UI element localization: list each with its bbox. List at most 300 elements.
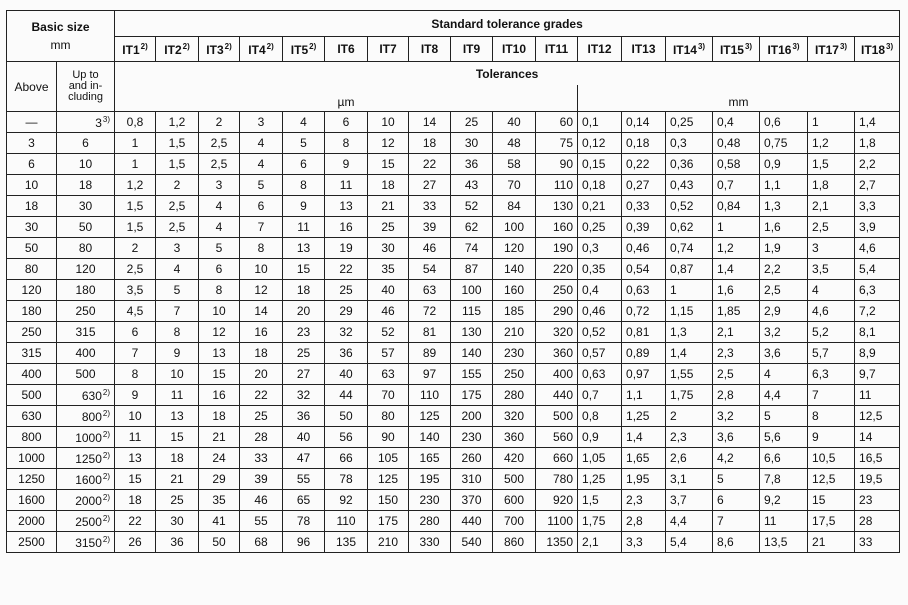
tolerance-cell: 36 [283,406,325,427]
tolerance-cell: 40 [493,112,536,133]
tolerance-cell: 5,4 [666,532,713,553]
tolerance-cell: 1,1 [760,175,808,196]
tolerance-cell: 0,22 [622,154,666,175]
tolerance-cell: 330 [409,532,451,553]
tolerance-cell: 30 [451,133,493,154]
tolerance-cell: 25 [283,343,325,364]
tolerance-cell: 1,4 [622,427,666,448]
grade-header-it7 [368,37,409,62]
tolerance-cell: 110 [536,175,578,196]
tolerance-cell: 15 [156,427,199,448]
upto-value: 630 [81,388,102,403]
tolerance-cell: 250 [536,280,578,301]
tolerance-cell: 195 [409,469,451,490]
grade-footnote: 2) [140,41,148,51]
tolerance-cell: 9 [325,154,368,175]
tolerance-cell: 190 [536,238,578,259]
tolerance-cell: 23 [855,490,900,511]
tolerance-cell: 50 [199,532,240,553]
tolerance-cell: 10 [368,112,409,133]
upto-cell [57,301,115,322]
upto-value: 6 [82,136,89,150]
tolerance-cell: 8,6 [713,532,760,553]
tolerance-cell: 0,63 [578,364,622,385]
tolerance-cell: 40 [368,280,409,301]
tolerance-cell: 92 [325,490,368,511]
tolerance-cell: 15 [115,469,156,490]
tolerance-cell: 10 [199,301,240,322]
tolerance-cell: 12,5 [855,406,900,427]
tolerance-cell: 27 [283,364,325,385]
tolerance-cell: 7 [713,511,760,532]
tolerance-cell: 21 [368,196,409,217]
tolerance-cell: 3,6 [713,427,760,448]
unit-millimetre: mm [578,85,900,112]
tolerance-cell: 8 [199,280,240,301]
tolerance-cell: 0,43 [666,175,713,196]
tolerance-cell: 43 [451,175,493,196]
tolerance-cell: 10 [240,259,283,280]
tolerance-cell: 15 [368,154,409,175]
tolerance-cell: 0,46 [622,238,666,259]
tolerance-cell: 26 [115,532,156,553]
tolerance-cell: 15 [808,490,855,511]
grade-header-it9 [451,37,493,62]
tolerance-cell: 20 [240,364,283,385]
tolerance-cell: 54 [409,259,451,280]
tolerance-cell: 18 [368,175,409,196]
tolerance-cell: 1,9 [760,238,808,259]
upto-cell [57,154,115,175]
tolerance-cell: 2,5 [199,133,240,154]
grade-label: IT6 [337,42,355,56]
tolerance-cell: 70 [493,175,536,196]
tolerance-cell: 1,4 [855,112,900,133]
tolerance-cell: 0,48 [713,133,760,154]
tolerance-cell: 1 [713,217,760,238]
grade-header-it6 [325,37,368,62]
grade-header-it8 [409,37,451,62]
grade-header-row [7,37,900,62]
tolerance-cell: 48 [493,133,536,154]
tolerance-cell: 0,25 [666,112,713,133]
grade-label: IT5 [290,42,309,57]
tolerance-cell: 78 [283,511,325,532]
grade-label: IT1 [122,42,140,57]
grade-header-it12 [578,37,622,62]
grade-label: IT12 [587,42,612,56]
basic-size-unit: mm [50,38,71,52]
tolerance-cell: 14 [855,427,900,448]
tolerance-cell: 105 [368,448,409,469]
tolerance-cell: 0,27 [622,175,666,196]
table-row [7,217,900,238]
tolerance-cell: 175 [368,511,409,532]
tolerance-cell: 3,3 [622,532,666,553]
upto-value: 120 [75,262,96,276]
tolerance-cell: 11 [325,175,368,196]
upto-value: 1600 [75,472,102,487]
tolerance-cell: 10 [115,406,156,427]
upto-value: 800 [81,409,102,424]
tolerance-cell: 155 [451,364,493,385]
tolerance-cell: 17,5 [808,511,855,532]
tolerance-cell: 560 [536,427,578,448]
tolerance-cell: 9 [115,385,156,406]
tolerance-cell: 0,36 [666,154,713,175]
tolerance-cell: 35 [199,490,240,511]
tolerance-cell: 0,8 [115,112,156,133]
grade-label: IT8 [420,42,439,56]
table-row [7,175,900,196]
tolerance-cell: 0,62 [666,217,713,238]
grade-label: IT16 [767,42,792,57]
tolerance-cell: 20 [283,301,325,322]
grade-label: IT7 [379,42,397,56]
upto-value: 500 [75,367,96,381]
upto-line-3: cluding [68,91,103,103]
above-cell: 80 [7,259,57,280]
tolerance-cell: 2,5 [713,364,760,385]
tolerance-cell: 16 [199,385,240,406]
tolerance-cell: 0,63 [622,280,666,301]
table-row [7,532,900,553]
tolerance-cell: 55 [283,469,325,490]
grade-label: IT18 [860,42,885,57]
tolerance-cell: 5,6 [760,427,808,448]
tolerance-cell: 185 [493,301,536,322]
tolerance-cell: 6,3 [855,280,900,301]
grade-header-it10 [493,37,536,62]
tolerance-cell: 4 [283,112,325,133]
table-row [7,133,900,154]
tolerance-cell: 860 [493,532,536,553]
tolerance-cell: 5 [283,133,325,154]
upto-line-2: and in- [68,80,103,92]
tolerance-cell: 2 [115,238,156,259]
tolerance-cell: 1,3 [666,322,713,343]
tolerance-cell: 2,5 [808,217,855,238]
tolerance-cell: 2,3 [666,427,713,448]
tolerance-cell: 0,57 [578,343,622,364]
grade-header-it11 [536,37,578,62]
tolerance-cell: 0,54 [622,259,666,280]
tolerance-cell: 19,5 [855,469,900,490]
tolerance-cell: 15 [199,364,240,385]
tolerance-cell: 1,2 [115,175,156,196]
upto-value: 3150 [75,535,102,550]
tolerance-cell: 210 [493,322,536,343]
tolerance-cell: 63 [368,364,409,385]
grade-footnote: 2) [266,41,274,51]
grade-label: IT3 [206,42,224,57]
above-cell: 1000 [7,448,57,469]
tolerance-cell: 1,4 [713,259,760,280]
upto-cell [57,238,115,259]
tolerance-cell: 21 [808,532,855,553]
table-row [7,238,900,259]
upto-cell [57,112,115,133]
upto-cell [57,448,115,469]
upto-value: 3 [95,115,102,130]
tolerance-cell: 260 [451,448,493,469]
tolerance-cell: 1,6 [760,217,808,238]
tolerance-cell: 13 [156,406,199,427]
tolerance-cell: 310 [451,469,493,490]
tolerance-cell: 4 [240,133,283,154]
tolerance-cell: 110 [409,385,451,406]
tolerance-cell: 28 [855,511,900,532]
upto-footnote: 2) [102,450,111,460]
upto-value: 80 [78,241,93,255]
tolerance-cell: 32 [283,385,325,406]
above-cell: 50 [7,238,57,259]
above-cell: 630 [7,406,57,427]
tolerance-cell: 4 [808,280,855,301]
basic-size-label: Basic size [31,20,90,34]
tolerance-cell: 40 [283,427,325,448]
upto-value: 50 [78,220,93,234]
tolerance-cell: 2,2 [855,154,900,175]
table-row [7,196,900,217]
grade-header-it16 [760,37,808,62]
tolerance-cell: 9,2 [760,490,808,511]
upto-cell [57,280,115,301]
tolerance-cell: 1,5 [578,490,622,511]
tolerance-cell: 11 [156,385,199,406]
tolerance-cell: 16 [325,217,368,238]
tolerance-cell: 230 [409,490,451,511]
tolerances-title: Tolerances [115,62,900,86]
tolerance-cell: 24 [199,448,240,469]
grade-footnote: 2) [224,41,232,51]
tolerance-cell: 1,85 [713,301,760,322]
tolerance-cell: 0,6 [760,112,808,133]
tolerance-cell: 0,21 [578,196,622,217]
tolerance-cell: 33 [240,448,283,469]
grade-label: IT10 [502,42,527,56]
tolerance-cell: 3 [199,175,240,196]
tolerance-cell: 1,15 [666,301,713,322]
tolerance-cell: 4,4 [666,511,713,532]
tolerance-cell: 2,8 [713,385,760,406]
tolerance-cell: 72 [409,301,451,322]
tolerance-cell: 2,5 [156,217,199,238]
tolerance-cell: 50 [325,406,368,427]
tolerance-cell: 13,5 [760,532,808,553]
tolerance-cell: 540 [451,532,493,553]
tolerance-cell: 1,75 [666,385,713,406]
above-cell: 1250 [7,469,57,490]
tolerance-cell: 25 [156,490,199,511]
tolerance-cell: 47 [283,448,325,469]
tolerance-cell: 6 [115,322,156,343]
grade-label: IT4 [248,42,266,57]
tolerance-cell: 13 [283,238,325,259]
grade-footnote: 3) [744,41,753,51]
grade-header-it5 [283,37,325,62]
tolerance-cell: 4 [199,196,240,217]
tolerance-cell: 230 [451,427,493,448]
tolerance-cell: 0,52 [578,322,622,343]
tolerance-cell: 0,9 [760,154,808,175]
tolerance-cell: 360 [536,343,578,364]
tolerance-cell: 210 [368,532,409,553]
upto-cell [57,532,115,553]
tolerance-cell: 1,05 [578,448,622,469]
tolerance-cell: 3,2 [760,322,808,343]
tolerance-cell: 11 [115,427,156,448]
tolerance-cell: 22 [115,511,156,532]
upto-value: 250 [75,304,96,318]
tolerance-cell: 2,5 [760,280,808,301]
tolerance-cell: 500 [536,406,578,427]
tolerance-cell: 2,2 [760,259,808,280]
grade-footnote: 2) [182,41,190,51]
above-cell: 18 [7,196,57,217]
tolerance-cell: 90 [368,427,409,448]
upto-value: 400 [75,346,96,360]
above-cell: 180 [7,301,57,322]
tolerance-cell: 44 [325,385,368,406]
tolerance-cell: 500 [493,469,536,490]
tolerance-cell: 75 [536,133,578,154]
above-cell: 1600 [7,490,57,511]
upto-footnote: 2) [102,408,111,418]
tolerance-cell: 1,95 [622,469,666,490]
tolerance-cell: 36 [325,343,368,364]
table-row [7,427,900,448]
grade-footnote: 3) [697,41,706,51]
tolerance-cell: 29 [199,469,240,490]
upto-cell [57,133,115,154]
tolerance-cell: 110 [325,511,368,532]
tolerance-cell: 3 [808,238,855,259]
tolerance-cell: 22 [240,385,283,406]
tolerance-cell: 81 [409,322,451,343]
upto-header [57,62,115,112]
tolerance-cell: 22 [325,259,368,280]
tolerance-cell: 160 [493,280,536,301]
tolerance-cell: 660 [536,448,578,469]
tolerance-cell: 7 [156,301,199,322]
tolerance-cell: 58 [493,154,536,175]
table-row [7,154,900,175]
tolerance-cell: 370 [451,490,493,511]
upto-line-1: Up to [72,69,99,81]
tolerance-cell: 130 [451,322,493,343]
tolerance-cell: 11 [855,385,900,406]
tolerance-cell: 25 [325,280,368,301]
tolerance-cell: 0,39 [622,217,666,238]
tolerance-cell: 8 [325,133,368,154]
tolerance-cell: 60 [536,112,578,133]
tolerance-cell: 0,75 [760,133,808,154]
tolerance-table [6,10,900,553]
tolerance-cell: 89 [409,343,451,364]
tolerance-cell: 1,25 [578,469,622,490]
tolerance-cell: 90 [536,154,578,175]
upto-footnote: 2) [102,492,111,502]
tolerance-cell: 5,2 [808,322,855,343]
tolerance-cell: 14 [409,112,451,133]
tolerance-cell: 2,1 [808,196,855,217]
tolerance-cell: 7 [808,385,855,406]
above-cell: 800 [7,427,57,448]
table-row [7,112,900,133]
tolerance-cell: 120 [493,238,536,259]
tolerance-cell: 6 [240,196,283,217]
tolerance-cell: 440 [536,385,578,406]
tolerance-cell: 11 [283,217,325,238]
tolerance-cell: 140 [493,259,536,280]
tolerance-cell: 8 [115,364,156,385]
tolerance-cell: 280 [493,385,536,406]
tolerance-cell: 1 [115,154,156,175]
tolerance-cell: 4 [760,364,808,385]
upto-value: 30 [78,199,93,213]
upto-value: 180 [75,283,96,297]
tolerance-cell: 175 [451,385,493,406]
tolerance-cell: 2,3 [622,490,666,511]
tolerance-cell: 0,33 [622,196,666,217]
tolerance-cell: 140 [451,343,493,364]
tolerance-cell: 440 [451,511,493,532]
tolerance-cell: 5 [760,406,808,427]
tolerance-cell: 290 [536,301,578,322]
tolerance-cell: 1,25 [622,406,666,427]
tolerance-cell: 3,5 [808,259,855,280]
table-row [7,385,900,406]
tolerance-cell: 0,7 [578,385,622,406]
tolerance-cell: 46 [240,490,283,511]
tolerance-cell: 8 [283,175,325,196]
tolerance-cell: 4 [199,217,240,238]
grade-header-it2 [156,37,199,62]
grade-header-it14 [666,37,713,62]
tolerance-cell: 2,1 [713,322,760,343]
tolerance-cell: 1 [808,112,855,133]
tolerance-cell: 3,3 [855,196,900,217]
tolerance-cell: 3,6 [760,343,808,364]
tolerance-cell: 0,35 [578,259,622,280]
tolerance-cell: 140 [409,427,451,448]
upto-footnote: 2) [102,513,111,523]
tolerance-cell: 68 [240,532,283,553]
tolerance-cell: 39 [409,217,451,238]
tolerance-cell: 52 [451,196,493,217]
grade-label: IT15 [719,42,744,57]
tolerance-cell: 4,6 [808,301,855,322]
grade-header-it18 [855,37,900,62]
tolerance-cell: 97 [409,364,451,385]
tolerance-cell: 3,9 [855,217,900,238]
table-row [7,406,900,427]
tolerance-cell: 2,5 [115,259,156,280]
tolerance-cell: 6 [325,112,368,133]
tolerance-cell: 27 [409,175,451,196]
tolerance-cell: 2,5 [156,196,199,217]
grade-footnote: 3) [792,41,800,51]
tolerance-cell: 0,81 [622,322,666,343]
tolerance-cell: 15 [283,259,325,280]
tolerance-cell: 1,8 [855,133,900,154]
tolerance-cell: 22 [409,154,451,175]
upto-cell [57,406,115,427]
tolerance-cell: 7,2 [855,301,900,322]
tolerance-cell: 1,5 [115,196,156,217]
tolerance-cell: 0,25 [578,217,622,238]
